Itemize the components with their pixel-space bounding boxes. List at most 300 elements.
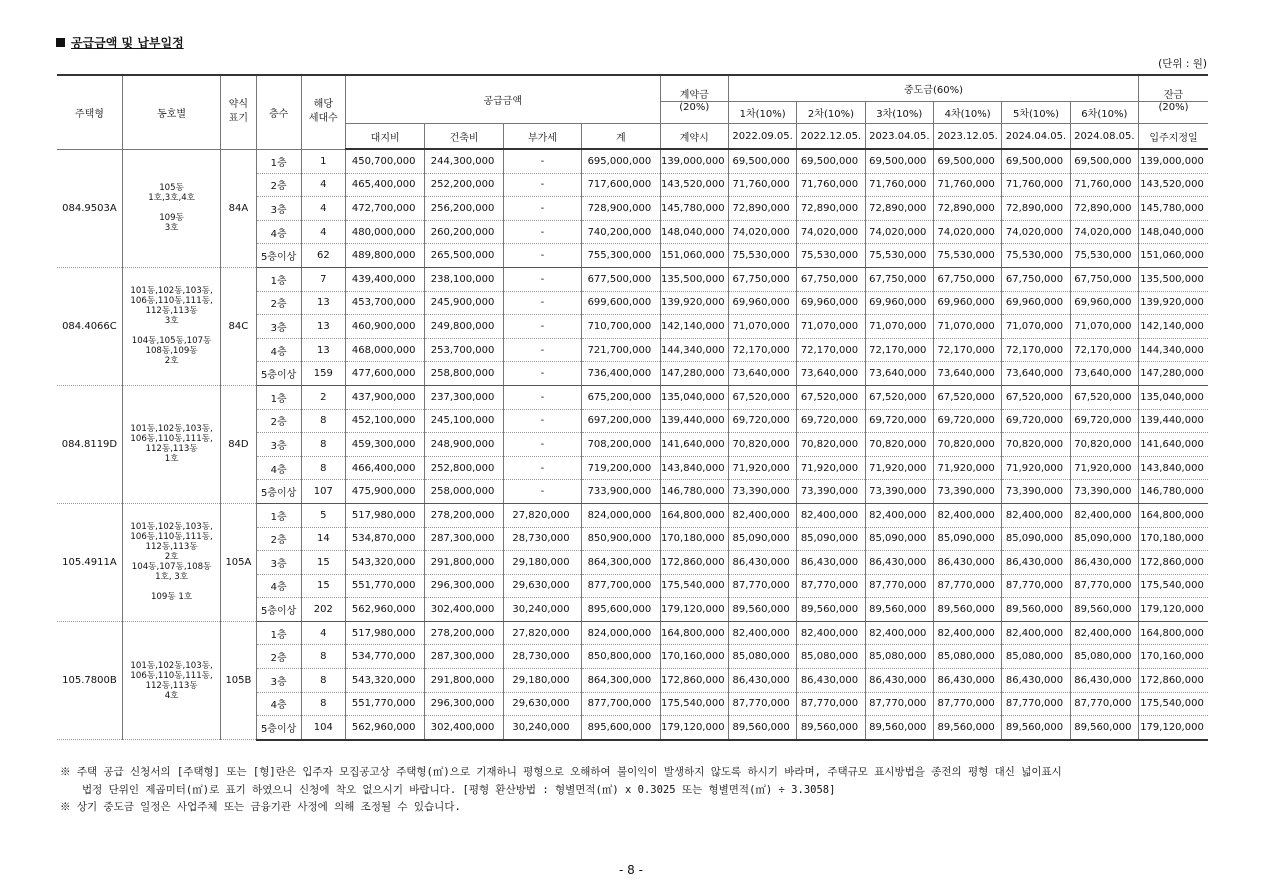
header-building: 건축비 xyxy=(425,124,503,150)
floor-cell: 2층 xyxy=(256,527,301,551)
middle-payment-5-cell: 70,820,000 xyxy=(1002,433,1070,457)
vat-cell: - xyxy=(503,456,581,480)
deposit-cell: 148,040,000 xyxy=(660,220,728,244)
square-bullet-icon xyxy=(56,38,65,47)
middle-payment-5-cell: 67,520,000 xyxy=(1002,385,1070,409)
header-deposit-pct: (20%) xyxy=(660,102,728,124)
middle-payment-3-cell: 86,430,000 xyxy=(865,669,933,693)
middle-payment-4-cell: 73,640,000 xyxy=(933,362,1001,386)
count-cell: 62 xyxy=(301,244,345,268)
vat-cell: 29,180,000 xyxy=(503,669,581,693)
floor-cell: 4층 xyxy=(256,220,301,244)
middle-payment-6-cell: 86,430,000 xyxy=(1070,551,1138,575)
floor-cell: 3층 xyxy=(256,315,301,339)
total-price-cell: 824,000,000 xyxy=(582,621,660,645)
middle-payment-6-cell: 72,890,000 xyxy=(1070,197,1138,221)
middle-payment-5-cell: 74,020,000 xyxy=(1002,220,1070,244)
floor-cell: 3층 xyxy=(256,433,301,457)
header-count: 해당 세대수 xyxy=(301,75,345,149)
floor-cell: 2층 xyxy=(256,291,301,315)
vat-cell: - xyxy=(503,433,581,457)
deposit-cell: 175,540,000 xyxy=(660,692,728,716)
deposit-cell: 139,000,000 xyxy=(660,149,728,173)
balance-cell: 179,120,000 xyxy=(1139,716,1208,740)
total-price-cell: 708,200,000 xyxy=(582,433,660,457)
total-price-cell: 675,200,000 xyxy=(582,385,660,409)
middle-payment-5-cell: 89,560,000 xyxy=(1002,598,1070,622)
building-price-cell: 237,300,000 xyxy=(425,385,503,409)
middle-payment-2-cell: 71,920,000 xyxy=(797,456,865,480)
dong-line: 104동,105동,107동 xyxy=(131,336,212,347)
middle-payment-5-cell: 89,560,000 xyxy=(1002,716,1070,740)
land-price-cell: 465,400,000 xyxy=(345,173,424,197)
floor-cell: 1층 xyxy=(256,385,301,409)
land-price-cell: 453,700,000 xyxy=(345,291,424,315)
middle-payment-6-cell: 67,520,000 xyxy=(1070,385,1138,409)
middle-payment-5-cell: 75,530,000 xyxy=(1002,244,1070,268)
unit-label: (단위 : 원) xyxy=(1158,58,1207,70)
dong-line: 112동,113동 xyxy=(145,444,198,455)
section-title: 공급금액 및 납부일정 xyxy=(56,34,184,51)
building-price-cell: 249,800,000 xyxy=(425,315,503,339)
total-price-cell: 755,300,000 xyxy=(582,244,660,268)
middle-payment-3-cell: 89,560,000 xyxy=(865,716,933,740)
land-price-cell: 452,100,000 xyxy=(345,409,424,433)
middle-payment-2-cell: 75,530,000 xyxy=(797,244,865,268)
middle-payment-2-cell: 85,090,000 xyxy=(797,527,865,551)
header-date-1: 2022.09.05. xyxy=(728,124,796,150)
floor-cell: 3층 xyxy=(256,551,301,575)
middle-payment-2-cell: 89,560,000 xyxy=(797,716,865,740)
vat-cell: 27,820,000 xyxy=(503,621,581,645)
deposit-cell: 145,780,000 xyxy=(660,197,728,221)
deposit-cell: 179,120,000 xyxy=(660,598,728,622)
deposit-cell: 142,140,000 xyxy=(660,315,728,339)
balance-cell: 135,500,000 xyxy=(1139,267,1208,291)
abbr-cell: 105B xyxy=(221,621,256,739)
note-1: ※ 주택 공급 신청서의 [주택형] 또는 [형]란은 입주자 모집공고상 주택형(㎡)으로 기재하니 평형으로 오해하여 불이익이 발생하지 않도록 하시기 바라며, 주택규모 표시방법을 종전의 평형 대신 넓이표시 xyxy=(60,766,1062,778)
total-price-cell: 677,500,000 xyxy=(582,267,660,291)
middle-payment-1-cell: 82,400,000 xyxy=(728,621,796,645)
abbr-cell: 84D xyxy=(221,385,256,503)
middle-payment-4-cell: 85,090,000 xyxy=(933,527,1001,551)
count-cell: 14 xyxy=(301,527,345,551)
count-cell: 4 xyxy=(301,173,345,197)
floor-cell: 5층이상 xyxy=(256,362,301,386)
header-abbr: 약식 표기 xyxy=(221,75,256,149)
middle-payment-2-cell: 72,890,000 xyxy=(797,197,865,221)
dong-cell xyxy=(122,621,221,739)
header-type: 주택형 xyxy=(57,75,122,149)
building-price-cell: 260,200,000 xyxy=(425,220,503,244)
building-price-cell: 287,300,000 xyxy=(425,645,503,669)
header-middle-1: 1차(10%) xyxy=(728,102,796,124)
dong-cell xyxy=(122,149,221,267)
middle-payment-6-cell: 85,090,000 xyxy=(1070,527,1138,551)
middle-payment-3-cell: 73,640,000 xyxy=(865,362,933,386)
land-price-cell: 466,400,000 xyxy=(345,456,424,480)
dong-line xyxy=(123,326,221,336)
middle-payment-3-cell: 70,820,000 xyxy=(865,433,933,457)
vat-cell: - xyxy=(503,362,581,386)
land-price-cell: 472,700,000 xyxy=(345,197,424,221)
deposit-cell: 164,800,000 xyxy=(660,621,728,645)
middle-payment-3-cell: 85,080,000 xyxy=(865,645,933,669)
deposit-cell: 175,540,000 xyxy=(660,574,728,598)
middle-payment-1-cell: 87,770,000 xyxy=(728,692,796,716)
land-price-cell: 534,770,000 xyxy=(345,645,424,669)
total-price-cell: 824,000,000 xyxy=(582,503,660,527)
middle-payment-2-cell: 67,750,000 xyxy=(797,267,865,291)
deposit-cell: 172,860,000 xyxy=(660,551,728,575)
deposit-cell: 143,520,000 xyxy=(660,173,728,197)
total-price-cell: 717,600,000 xyxy=(582,173,660,197)
middle-payment-5-cell: 86,430,000 xyxy=(1002,551,1070,575)
header-date-4: 2023.12.05. xyxy=(933,124,1001,150)
middle-payment-4-cell: 82,400,000 xyxy=(933,621,1001,645)
balance-cell: 142,140,000 xyxy=(1139,315,1208,339)
total-price-cell: 864,300,000 xyxy=(582,669,660,693)
middle-payment-4-cell: 82,400,000 xyxy=(933,503,1001,527)
table-row xyxy=(57,503,1208,527)
middle-payment-2-cell: 71,070,000 xyxy=(797,315,865,339)
table-row xyxy=(57,267,1208,291)
building-price-cell: 256,200,000 xyxy=(425,197,503,221)
middle-payment-6-cell: 71,070,000 xyxy=(1070,315,1138,339)
table-body xyxy=(57,149,1208,740)
middle-payment-1-cell: 89,560,000 xyxy=(728,716,796,740)
floor-cell: 4층 xyxy=(256,574,301,598)
deposit-cell: 141,640,000 xyxy=(660,433,728,457)
middle-payment-2-cell: 87,770,000 xyxy=(797,692,865,716)
middle-payment-1-cell: 71,070,000 xyxy=(728,315,796,339)
floor-cell: 1층 xyxy=(256,267,301,291)
middle-payment-5-cell: 69,960,000 xyxy=(1002,291,1070,315)
vat-cell: 29,180,000 xyxy=(503,551,581,575)
land-price-cell: 475,900,000 xyxy=(345,480,424,504)
building-price-cell: 291,800,000 xyxy=(425,669,503,693)
middle-payment-2-cell: 69,500,000 xyxy=(797,149,865,173)
dong-line: 101동,102동,103동, xyxy=(130,286,213,297)
header-dong: 동호별 xyxy=(122,75,221,149)
middle-payment-5-cell: 73,390,000 xyxy=(1002,480,1070,504)
land-price-cell: 543,320,000 xyxy=(345,551,424,575)
middle-payment-1-cell: 82,400,000 xyxy=(728,503,796,527)
middle-payment-6-cell: 71,760,000 xyxy=(1070,173,1138,197)
middle-payment-6-cell: 87,770,000 xyxy=(1070,692,1138,716)
dong-line: 108동,109동 xyxy=(145,346,198,357)
vat-cell: 29,630,000 xyxy=(503,574,581,598)
dong-line: 101동,102동,103동, xyxy=(130,522,213,533)
header-land: 대지비 xyxy=(345,124,424,150)
dong-line: 1호 xyxy=(164,454,179,465)
middle-payment-6-cell: 87,770,000 xyxy=(1070,574,1138,598)
floor-cell: 4층 xyxy=(256,338,301,362)
dong-line: 112동,113동 xyxy=(145,306,198,317)
floor-cell: 4층 xyxy=(256,692,301,716)
middle-payment-4-cell: 71,920,000 xyxy=(933,456,1001,480)
floor-cell: 1층 xyxy=(256,621,301,645)
balance-cell: 144,340,000 xyxy=(1139,338,1208,362)
middle-payment-6-cell: 73,640,000 xyxy=(1070,362,1138,386)
total-price-cell: 864,300,000 xyxy=(582,551,660,575)
middle-payment-2-cell: 89,560,000 xyxy=(797,598,865,622)
header-date-3: 2023.04.05. xyxy=(865,124,933,150)
count-cell: 4 xyxy=(301,220,345,244)
middle-payment-1-cell: 73,390,000 xyxy=(728,480,796,504)
balance-cell: 175,540,000 xyxy=(1139,574,1208,598)
total-price-cell: 699,600,000 xyxy=(582,291,660,315)
middle-payment-3-cell: 89,560,000 xyxy=(865,598,933,622)
balance-cell: 145,780,000 xyxy=(1139,197,1208,221)
vat-cell: - xyxy=(503,338,581,362)
count-cell: 15 xyxy=(301,551,345,575)
balance-cell: 170,180,000 xyxy=(1139,527,1208,551)
middle-payment-1-cell: 69,500,000 xyxy=(728,149,796,173)
count-cell: 13 xyxy=(301,315,345,339)
dong-line: 4호 xyxy=(164,690,179,701)
count-cell: 8 xyxy=(301,645,345,669)
header-balance: 잔금 xyxy=(1139,75,1208,102)
middle-payment-6-cell: 82,400,000 xyxy=(1070,503,1138,527)
building-price-cell: 287,300,000 xyxy=(425,527,503,551)
header-middle-2: 2차(10%) xyxy=(797,102,865,124)
balance-cell: 143,840,000 xyxy=(1139,456,1208,480)
middle-payment-1-cell: 72,170,000 xyxy=(728,338,796,362)
balance-cell: 151,060,000 xyxy=(1139,244,1208,268)
dong-line: 106동,110동,111동, xyxy=(130,670,213,681)
deposit-cell: 139,440,000 xyxy=(660,409,728,433)
middle-payment-6-cell: 86,430,000 xyxy=(1070,669,1138,693)
dong-line: 2호 xyxy=(164,552,179,563)
balance-cell: 139,920,000 xyxy=(1139,291,1208,315)
header-middle-5: 5차(10%) xyxy=(1002,102,1070,124)
header-middle-6: 6차(10%) xyxy=(1070,102,1138,124)
balance-cell: 179,120,000 xyxy=(1139,598,1208,622)
count-cell: 8 xyxy=(301,669,345,693)
unit-type-cell: 084.9503A xyxy=(57,149,122,267)
page-number: - 8 - xyxy=(619,863,643,877)
middle-payment-6-cell: 69,960,000 xyxy=(1070,291,1138,315)
middle-payment-2-cell: 73,390,000 xyxy=(797,480,865,504)
land-price-cell: 450,700,000 xyxy=(345,149,424,173)
balance-cell: 141,640,000 xyxy=(1139,433,1208,457)
count-cell: 8 xyxy=(301,409,345,433)
middle-payment-3-cell: 86,430,000 xyxy=(865,551,933,575)
abbr-cell: 84A xyxy=(221,149,256,267)
floor-cell: 5층이상 xyxy=(256,598,301,622)
vat-cell: 30,240,000 xyxy=(503,598,581,622)
middle-payment-3-cell: 75,530,000 xyxy=(865,244,933,268)
header-middle-4: 4차(10%) xyxy=(933,102,1001,124)
middle-payment-6-cell: 89,560,000 xyxy=(1070,598,1138,622)
floor-cell: 2층 xyxy=(256,173,301,197)
land-price-cell: 517,980,000 xyxy=(345,621,424,645)
header-date-2: 2022.12.05. xyxy=(797,124,865,150)
floor-cell: 4층 xyxy=(256,456,301,480)
floor-cell: 5층이상 xyxy=(256,244,301,268)
middle-payment-6-cell: 72,170,000 xyxy=(1070,338,1138,362)
land-price-cell: 468,000,000 xyxy=(345,338,424,362)
middle-payment-6-cell: 69,720,000 xyxy=(1070,409,1138,433)
count-cell: 107 xyxy=(301,480,345,504)
middle-payment-4-cell: 69,720,000 xyxy=(933,409,1001,433)
middle-payment-2-cell: 82,400,000 xyxy=(797,503,865,527)
note-2: ※ 상기 중도금 일정은 사업주체 또는 금융기관 사정에 의해 조정될 수 있습니다. xyxy=(60,801,461,813)
middle-payment-6-cell: 89,560,000 xyxy=(1070,716,1138,740)
middle-payment-6-cell: 82,400,000 xyxy=(1070,621,1138,645)
land-price-cell: 477,600,000 xyxy=(345,362,424,386)
middle-payment-5-cell: 73,640,000 xyxy=(1002,362,1070,386)
middle-payment-1-cell: 86,430,000 xyxy=(728,551,796,575)
dong-line: 112동,113동 xyxy=(145,542,198,553)
middle-payment-1-cell: 74,020,000 xyxy=(728,220,796,244)
header-vat: 부가세 xyxy=(503,124,581,150)
land-price-cell: 543,320,000 xyxy=(345,669,424,693)
dong-line: 106동,110동,111동, xyxy=(130,532,213,543)
building-price-cell: 296,300,000 xyxy=(425,574,503,598)
total-price-cell: 728,900,000 xyxy=(582,197,660,221)
middle-payment-2-cell: 70,820,000 xyxy=(797,433,865,457)
middle-payment-1-cell: 70,820,000 xyxy=(728,433,796,457)
middle-payment-5-cell: 67,750,000 xyxy=(1002,267,1070,291)
dong-line xyxy=(123,582,221,592)
floor-cell: 3층 xyxy=(256,197,301,221)
balance-cell: 164,800,000 xyxy=(1139,621,1208,645)
middle-payment-1-cell: 67,520,000 xyxy=(728,385,796,409)
unit-type-cell: 105.4911A xyxy=(57,503,122,621)
land-price-cell: 460,900,000 xyxy=(345,315,424,339)
deposit-cell: 135,040,000 xyxy=(660,385,728,409)
middle-payment-4-cell: 85,080,000 xyxy=(933,645,1001,669)
total-price-cell: 895,600,000 xyxy=(582,716,660,740)
land-price-cell: 459,300,000 xyxy=(345,433,424,457)
balance-cell: 143,520,000 xyxy=(1139,173,1208,197)
abbr-cell: 84C xyxy=(221,267,256,385)
middle-payment-5-cell: 72,170,000 xyxy=(1002,338,1070,362)
middle-payment-3-cell: 67,520,000 xyxy=(865,385,933,409)
middle-payment-2-cell: 69,720,000 xyxy=(797,409,865,433)
dong-line: 3호 xyxy=(164,223,179,234)
header-date-5: 2024.04.05. xyxy=(1002,124,1070,150)
vat-cell: - xyxy=(503,149,581,173)
vat-cell: - xyxy=(503,173,581,197)
middle-payment-4-cell: 72,170,000 xyxy=(933,338,1001,362)
middle-payment-6-cell: 75,530,000 xyxy=(1070,244,1138,268)
middle-payment-2-cell: 67,520,000 xyxy=(797,385,865,409)
balance-cell: 135,040,000 xyxy=(1139,385,1208,409)
middle-payment-4-cell: 69,960,000 xyxy=(933,291,1001,315)
middle-payment-6-cell: 73,390,000 xyxy=(1070,480,1138,504)
middle-payment-4-cell: 67,750,000 xyxy=(933,267,1001,291)
count-cell: 7 xyxy=(301,267,345,291)
middle-payment-4-cell: 87,770,000 xyxy=(933,574,1001,598)
middle-payment-3-cell: 72,890,000 xyxy=(865,197,933,221)
building-price-cell: 238,100,000 xyxy=(425,267,503,291)
middle-payment-4-cell: 73,390,000 xyxy=(933,480,1001,504)
count-cell: 13 xyxy=(301,338,345,362)
dong-cell xyxy=(122,385,221,503)
note-1-cont: 법정 단위인 제곱미터(㎡)로 표기 하였으니 신청에 착오 없으시기 바랍니다. [평형 환산방법 : 형별면적(㎡) x 0.3025 또는 형별면적(㎡) ÷ 3.3058] xyxy=(82,783,836,796)
building-price-cell: 248,900,000 xyxy=(425,433,503,457)
count-cell: 2 xyxy=(301,385,345,409)
middle-payment-1-cell: 89,560,000 xyxy=(728,598,796,622)
building-price-cell: 278,200,000 xyxy=(425,621,503,645)
middle-payment-3-cell: 69,500,000 xyxy=(865,149,933,173)
count-cell: 13 xyxy=(301,291,345,315)
middle-payment-2-cell: 74,020,000 xyxy=(797,220,865,244)
middle-payment-3-cell: 71,760,000 xyxy=(865,173,933,197)
total-price-cell: 877,700,000 xyxy=(582,692,660,716)
vat-cell: - xyxy=(503,291,581,315)
header-floor: 층수 xyxy=(256,75,301,149)
supply-price-table xyxy=(57,74,1208,741)
count-cell: 4 xyxy=(301,197,345,221)
middle-payment-3-cell: 71,070,000 xyxy=(865,315,933,339)
count-cell: 8 xyxy=(301,692,345,716)
total-price-cell: 697,200,000 xyxy=(582,409,660,433)
header-balance-when: 입주지정일 xyxy=(1139,124,1208,150)
total-price-cell: 710,700,000 xyxy=(582,315,660,339)
balance-cell: 172,860,000 xyxy=(1139,551,1208,575)
middle-payment-2-cell: 69,960,000 xyxy=(797,291,865,315)
vat-cell: - xyxy=(503,480,581,504)
table-row xyxy=(57,621,1208,645)
vat-cell: 29,630,000 xyxy=(503,692,581,716)
middle-payment-2-cell: 87,770,000 xyxy=(797,574,865,598)
dong-line: 105동 xyxy=(159,183,184,194)
middle-payment-5-cell: 85,080,000 xyxy=(1002,645,1070,669)
middle-payment-2-cell: 86,430,000 xyxy=(797,551,865,575)
middle-payment-5-cell: 71,070,000 xyxy=(1002,315,1070,339)
land-price-cell: 534,870,000 xyxy=(345,527,424,551)
deposit-cell: 164,800,000 xyxy=(660,503,728,527)
middle-payment-4-cell: 75,530,000 xyxy=(933,244,1001,268)
middle-payment-2-cell: 86,430,000 xyxy=(797,669,865,693)
middle-payment-3-cell: 69,960,000 xyxy=(865,291,933,315)
header-deposit-when: 계약시 xyxy=(660,124,728,150)
vat-cell: - xyxy=(503,197,581,221)
vat-cell: - xyxy=(503,244,581,268)
dong-line: 101동,102동,103동, xyxy=(130,660,213,671)
middle-payment-1-cell: 72,890,000 xyxy=(728,197,796,221)
middle-payment-3-cell: 82,400,000 xyxy=(865,621,933,645)
balance-cell: 148,040,000 xyxy=(1139,220,1208,244)
balance-cell: 147,280,000 xyxy=(1139,362,1208,386)
balance-cell: 139,000,000 xyxy=(1139,149,1208,173)
deposit-cell: 139,920,000 xyxy=(660,291,728,315)
vat-cell: 28,730,000 xyxy=(503,527,581,551)
building-price-cell: 258,800,000 xyxy=(425,362,503,386)
dong-line: 101동,102동,103동, xyxy=(130,424,213,435)
deposit-cell: 179,120,000 xyxy=(660,716,728,740)
deposit-cell: 144,340,000 xyxy=(660,338,728,362)
middle-payment-5-cell: 71,760,000 xyxy=(1002,173,1070,197)
dong-cell xyxy=(122,267,221,385)
middle-payment-5-cell: 87,770,000 xyxy=(1002,574,1070,598)
middle-payment-5-cell: 72,890,000 xyxy=(1002,197,1070,221)
total-price-cell: 850,800,000 xyxy=(582,645,660,669)
dong-line: 106동,110동,111동, xyxy=(130,434,213,445)
total-price-cell: 736,400,000 xyxy=(582,362,660,386)
vat-cell: - xyxy=(503,220,581,244)
deposit-cell: 147,280,000 xyxy=(660,362,728,386)
count-cell: 202 xyxy=(301,598,345,622)
middle-payment-4-cell: 86,430,000 xyxy=(933,669,1001,693)
building-price-cell: 245,900,000 xyxy=(425,291,503,315)
dong-line: 112동,113동 xyxy=(145,680,198,691)
deposit-cell: 170,180,000 xyxy=(660,527,728,551)
